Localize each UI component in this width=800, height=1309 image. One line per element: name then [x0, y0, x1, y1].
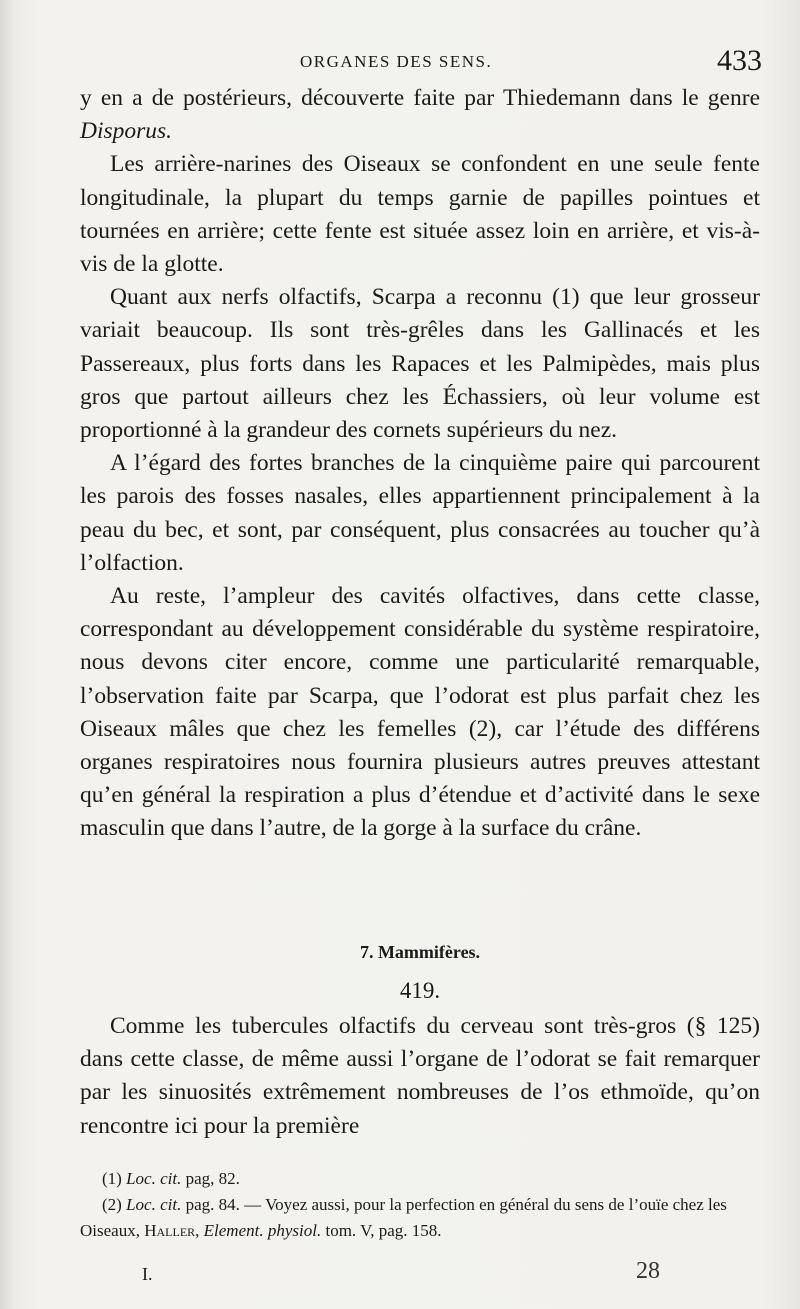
paragraph-continuation [80, 82, 760, 148]
footnote-text: pag. 84. — Voyez aussi, pour la perfection en général du sens de l’ouïe chez les Oiseaux, [80, 1195, 727, 1240]
footnote-ref: Loc. cit. [126, 1169, 182, 1188]
running-title: ORGANES DES SENS. [300, 52, 493, 71]
genus-name: Disporus. [80, 118, 173, 145]
signature-mark: I. [142, 1264, 153, 1284]
footnote-text: pag, 82. [181, 1169, 240, 1188]
footnote-work: Element. physiol. [203, 1221, 322, 1240]
paragraph: Au reste, l’ampleur des cavités olfactives, dans cette classe, correspondant au développement considérable du système respiratoire, nous devons citer encore, comme une particularité remarquable, l’observation faite par Scarpa, que l’odorat est plus parfait chez les Oiseaux mâles que chez les femelles (2), car l’étude des différens organes respiratoires nous fournira plusieurs autres preuves attestant qu’en général la respiration a plus d’étendue et d’activité dans le sexe masculin que dans l’autre, de la gorge à la surface du crâne. [80, 583, 760, 842]
page-number: 433 [717, 44, 762, 77]
footnote-2 [80, 1192, 770, 1244]
main-text [80, 82, 760, 846]
footnote-1 [80, 1166, 770, 1192]
footnote-marker: (1) [102, 1169, 122, 1188]
paragraph-number: 419. [399, 978, 441, 1003]
main-text-section-2 [80, 1010, 760, 1143]
page-header [80, 44, 770, 84]
footnote-text-end: tom. V, pag. 158. [321, 1221, 442, 1240]
footnote-marker: (2) [102, 1195, 122, 1214]
footnote-author: Haller [144, 1221, 196, 1240]
gathering-number: 28 [636, 1258, 660, 1284]
paragraph: Comme les tubercules olfactifs du cerveau sont très-gros (§ 125) dans cette classe, de même aussi l’organe de l’odorat se fait remarquer par les sinuosités extrêmement nombreuses de l’os ethmoïde, qu’on rencontre ici pour la première [80, 1013, 760, 1139]
footnotes [80, 1166, 770, 1244]
paragraph: Quant aux nerfs olfactifs, Scarpa a reconnu (1) que leur grosseur variait beaucoup. Ils sont très-grêles dans les Gallinacés et les Passereaux, plus forts dans les Rapaces et les Palmipèdes, mais plus gros que partout ailleurs chez les Échassiers, où leur volume est proportionné à la grandeur des cornets supérieurs du nez. [80, 284, 760, 444]
paragraph-text: y en a de postérieurs, découverte faite par Thiedemann dans le genre [80, 85, 760, 111]
paragraph: A l’égard des fortes branches de la cinquième paire qui parcourent les parois des fosses nasales, elles appartiennent principalement à la peau du bec, et sont, par conséquent, plus consacrées au toucher qu’à l’olfaction. [80, 450, 760, 576]
section-heading: 7. Mammifères. [359, 942, 481, 962]
footnote-separator: , [195, 1221, 204, 1240]
paragraph: Les arrière-narines des Oiseaux se confondent en une seule fente longitudinale, la plupart du temps garnie de papilles pointues et tournées en arrière; cette fente est située assez loin en arrière, et vis-à-vis de la glotte. [80, 151, 760, 278]
footnote-ref: Loc. cit. [126, 1195, 182, 1214]
